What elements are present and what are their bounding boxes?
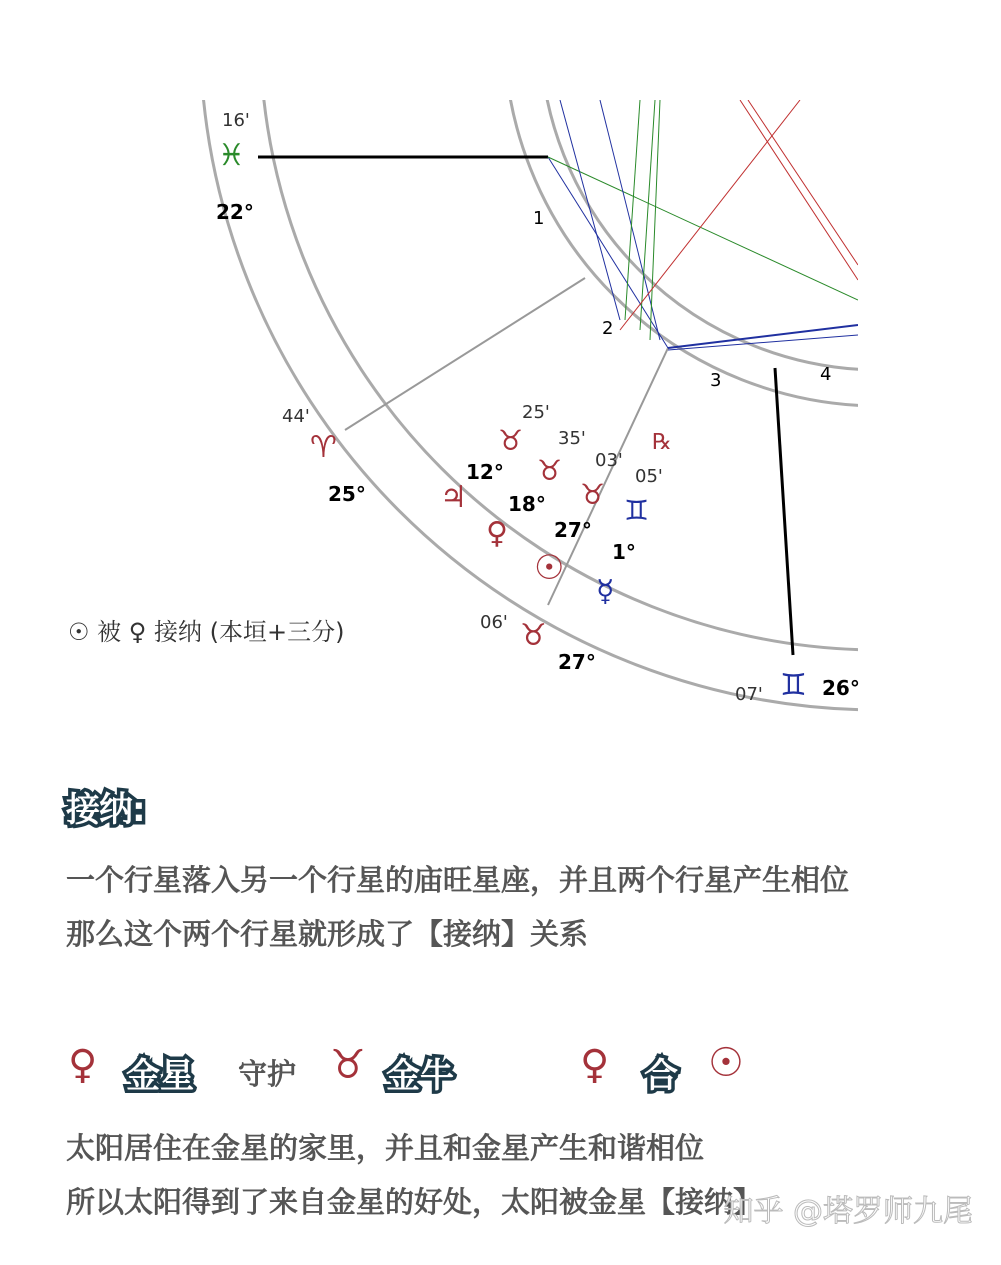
sun-icon: ☉ — [534, 548, 565, 588]
taurus-icon: ♉ — [580, 478, 606, 511]
watermark: 知乎 @塔罗师九尾 — [723, 1194, 973, 1229]
venus-icon: ♀ — [486, 516, 508, 551]
rules-label: 守护 — [238, 1057, 297, 1091]
paragraph-line: 一个行星落入另一个行星的庙旺星座，并且两个行星产生相位 — [66, 863, 850, 897]
paragraph-line: 太阳居住在金星的家里，并且和金星产生和谐相位 — [66, 1131, 705, 1165]
planet-minutes: 05' — [635, 466, 663, 487]
taurus-icon: ♉ — [520, 618, 547, 653]
house-1: 1 — [533, 208, 545, 229]
taurus-icon: ♉ — [537, 454, 563, 487]
conjunction-label: 合 — [644, 1056, 678, 1096]
mercury-icon: ☿ — [596, 574, 615, 609]
planet-minutes: 35' — [558, 428, 586, 449]
chart-legend: ☉ 被 ♀ 接纳 (本垣+三分) — [68, 618, 345, 646]
paragraph-line: 那么这个两个行星就形成了【接纳】关系 — [66, 917, 589, 951]
planet-degree: 12° — [466, 460, 504, 484]
planet-degree: 27° — [554, 518, 592, 542]
aries-icon: ♈ — [310, 430, 337, 465]
venus-icon: ♀ — [580, 1042, 610, 1088]
planet-degree: 18° — [508, 492, 546, 516]
planet-minutes: 03' — [595, 450, 623, 471]
aspect-lines — [548, 100, 858, 350]
taurus-icon: ♉ — [330, 1042, 366, 1088]
retrograde-icon: ℞ — [652, 430, 672, 455]
gemini-icon: ♊ — [624, 494, 650, 527]
house-3: 3 — [710, 370, 722, 391]
gemini-icon: ♊ — [780, 668, 807, 703]
gemini-minutes: 07' — [735, 684, 763, 705]
section-heading: 接纳: — [66, 790, 145, 830]
paragraph-line: 所以太阳得到了来自金星的好处，太阳被金星【接纳】 — [66, 1185, 763, 1219]
house-4: 4 — [820, 364, 832, 385]
aries-minutes: 44' — [282, 406, 310, 427]
planet-degree: 1° — [612, 540, 636, 564]
taurus-minutes: 06' — [480, 612, 508, 633]
cusp-line — [775, 368, 793, 655]
venus-label: 金星 — [126, 1056, 194, 1096]
pisces-degree: 22° — [216, 200, 254, 224]
pisces-icon: ♓ — [218, 138, 245, 173]
aries-degree: 25° — [328, 482, 366, 506]
pisces-minutes: 16' — [222, 110, 250, 131]
jupiter-icon: ♃ — [440, 480, 467, 515]
gemini-degree: 26° — [822, 676, 860, 700]
venus-icon: ♀ — [68, 1042, 98, 1088]
taurus-label: 金牛 — [386, 1056, 454, 1096]
taurus-icon: ♉ — [498, 424, 524, 457]
house-2: 2 — [602, 318, 614, 339]
taurus-degree: 27° — [558, 650, 596, 674]
planet-minutes: 25' — [522, 402, 550, 423]
sun-icon: ☉ — [708, 1040, 744, 1086]
